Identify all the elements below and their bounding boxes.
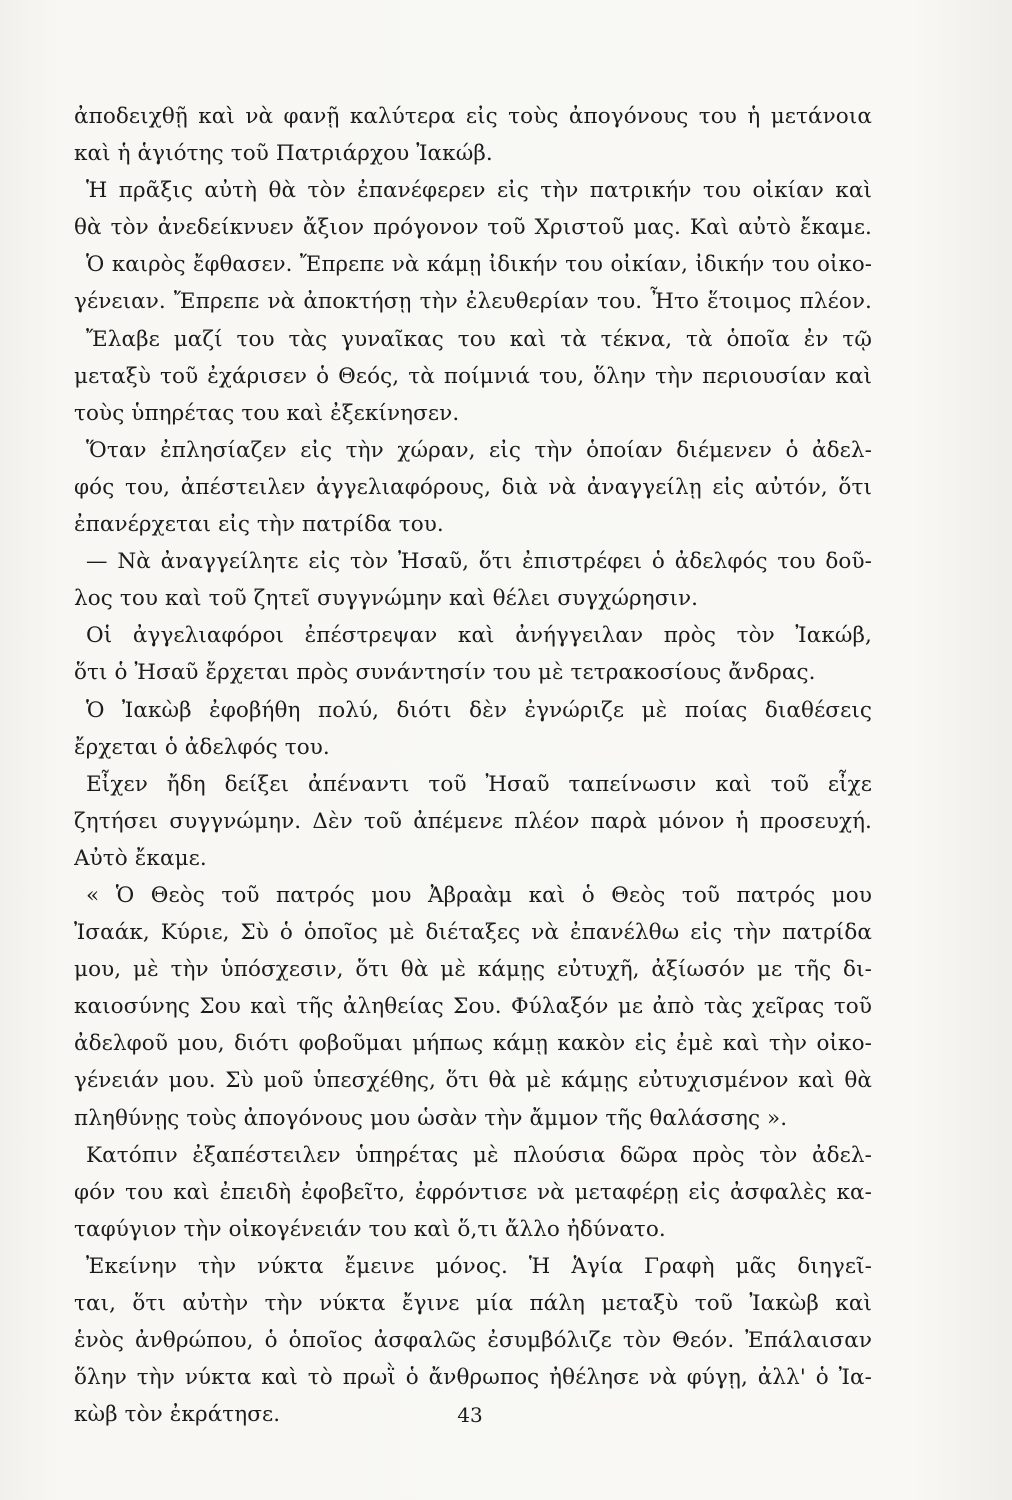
text-line: φός του, ἀπέστειλεν ἀγγελιαφόρους, διὰ νὰ ἀναγγείλῃ εἰς αὐτόν, ὅτι <box>74 474 872 500</box>
text-line: μου, μὲ τὴν ὑπόσχεσιν, ὅτι θὰ μὲ κάμῃς εὐτυχῆ, ἀξίωσόν με τῆς δι- <box>74 957 872 983</box>
text-line: γένειάν μου. Σὺ μοῦ ὑπεσχέθης, ὅτι θὰ μὲ κάμῃς εὐτυχισμένον καὶ θὰ <box>74 1068 872 1094</box>
text-line: Οἱ ἀγγελιαφόροι ἐπέστρεψαν καὶ ἀνήγγειλαν πρὸς τὸν Ἰακώβ, <box>86 623 872 649</box>
text-line: Ἐκείνην τὴν νύκτα ἔμεινε μόνος. Ἡ Ἁγία Γραφὴ μᾶς διηγεῖ- <box>86 1253 872 1279</box>
text-line: γένειαν. Ἔπρεπε νὰ ἀποκτήσῃ τὴν ἐλευθερίαν του. Ἦτο ἕτοιμος πλέον. <box>74 289 872 315</box>
text-line: ἑνὸς ἀνθρώπου, ὁ ὁποῖος ἀσφαλῶς ἐσυμβόλιζε τὸν Θεόν. Ἐπάλαισαν <box>74 1328 872 1354</box>
text-line: ἀδελφοῦ μου, διότι φοβοῦμαι μήπως κάμῃ κακὸν εἰς ἐμὲ καὶ τὴν οἰκο- <box>74 1031 872 1057</box>
text-line: ἐπανέρχεται εἰς τὴν πατρίδα του. <box>74 512 444 538</box>
text-line: μεταξὺ τοῦ ἐχάρισεν ὁ Θεός, τὰ ποίμνιά του, ὅλην τὴν περιουσίαν καὶ <box>74 363 872 389</box>
text-line: ὅλην τὴν νύκτα καὶ τὸ πρωῒ ὁ ἄνθρωπος ἠθέλησε νὰ φύγῃ, ἀλλ' ὁ Ἰα- <box>74 1365 872 1391</box>
text-line: Ὁ Ἰακὼβ ἐφοβήθη πολύ, διότι δὲν ἐγνώριζε μὲ ποίας διαθέσεις <box>86 697 872 723</box>
page-number: 43 <box>457 1403 483 1427</box>
text-line: ἔρχεται ὁ ἀδελφός του. <box>74 734 330 760</box>
body-text <box>74 98 872 1433</box>
text-line: καὶ ἡ ἁγιότης τοῦ Πατριάρχου Ἰακώβ. <box>74 141 493 167</box>
text-line: Ἰσαάκ, Κύριε, Σὺ ὁ ὁποῖος μὲ διέταξες νὰ ἐπανέλθω εἰς τὴν πατρίδα <box>74 920 872 946</box>
text-line: Ἔλαβε μαζί του τὰς γυναῖκας του καὶ τὰ τέκνα, τὰ ὁποῖα ἐν τῷ <box>86 326 872 352</box>
text-line: ζητήσει συγγνώμην. Δὲν τοῦ ἀπέμενε πλέον παρὰ μόνον ἡ προσευχή. <box>74 808 872 834</box>
text-line: Κατόπιν ἐξαπέστειλεν ὑπηρέτας μὲ πλούσια δῶρα πρὸς τὸν ἀδελ- <box>86 1142 872 1168</box>
text-line: ὅτι ὁ Ἠσαῦ ἔρχεται πρὸς συνάντησίν του μὲ τετρακοσίους ἄνδρας. <box>74 660 816 686</box>
text-line: Εἶχεν ἤδη δείξει ἀπέναντι τοῦ Ἠσαῦ ταπείνωσιν καὶ τοῦ εἶχε <box>86 771 872 797</box>
text-line: καιοσύνης Σου καὶ τῆς ἀληθείας Σου. Φύλαξόν με ἀπὸ τὰς χεῖρας τοῦ <box>74 994 872 1020</box>
text-line: κὼβ τὸν ἐκράτησε. <box>74 1402 281 1428</box>
text-line: Ὁ καιρὸς ἔφθασεν. Ἔπρεπε νὰ κάμῃ ἰδικήν του οἰκίαν, ἰδικήν του οἰκο- <box>86 252 872 278</box>
text-line: Ἡ πρᾶξις αὐτὴ θὰ τὸν ἐπανέφερεν εἰς τὴν πατρικήν του οἰκίαν καὶ <box>86 178 872 204</box>
text-line: ται, ὅτι αὐτὴν τὴν νύκτα ἔγινε μία πάλη μεταξὺ τοῦ Ἰακὼβ καὶ <box>74 1291 872 1316</box>
text-line: ταφύγιον τὴν οἰκογένειάν του καὶ ὅ,τι ἄλλο ἠδύνατο. <box>74 1216 666 1242</box>
text-line: πληθύνῃς τοὺς ἀπογόνους μου ὡσὰν τὴν ἄμμον τῆς θαλάσσης ». <box>74 1105 788 1131</box>
text-line: — Νὰ ἀναγγείλητε εἰς τὸν Ἠσαῦ, ὅτι ἐπιστρέφει ὁ ἀδελφός του δοῦ- <box>86 549 872 575</box>
text-line: « Ὁ Θεὸς τοῦ πατρός μου Ἀβραὰμ καὶ ὁ Θεὸς τοῦ πατρός μου <box>86 882 872 908</box>
text-line: φόν του καὶ ἐπειδὴ ἐφοβεῖτο, ἐφρόντισε νὰ μεταφέρῃ εἰς ἀσφαλὲς κα- <box>74 1179 872 1205</box>
text-line: λος του καὶ τοῦ ζητεῖ συγγνώμην καὶ θέλει συγχώρησιν. <box>74 586 699 612</box>
text-line: Ὅταν ἐπλησίαζεν εἰς τὴν χώραν, εἰς τὴν ὁποίαν διέμενεν ὁ ἀδελ- <box>86 437 872 463</box>
text-line: θὰ τὸν ἀνεδείκνυεν ἄξιον πρόγονον τοῦ Χριστοῦ μας. Καὶ αὐτὸ ἔκαμε. <box>74 215 872 241</box>
text-line: Αὐτὸ ἔκαμε. <box>74 845 207 871</box>
text-line: τοὺς ὑπηρέτας του καὶ ἐξεκίνησεν. <box>74 400 460 426</box>
text-line: ἀποδειχθῇ καὶ νὰ φανῇ καλύτερα εἰς τοὺς ἀπογόνους του ἡ μετάνοια <box>74 104 872 129</box>
